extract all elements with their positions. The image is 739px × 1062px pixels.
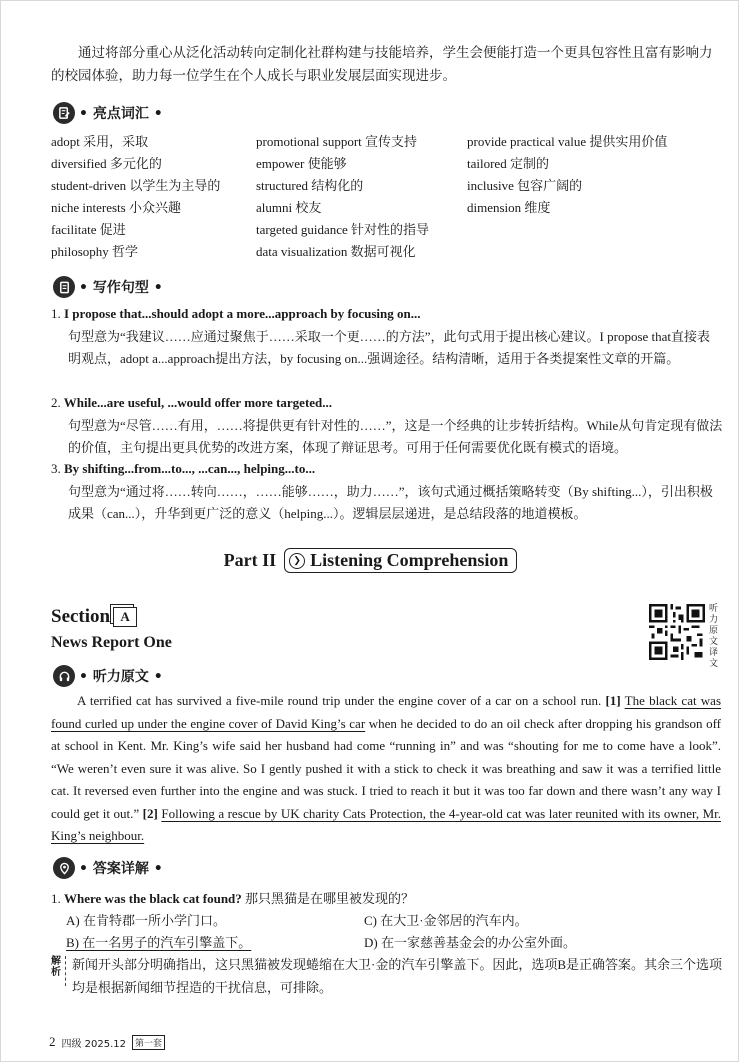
headphones-icon	[53, 665, 75, 687]
marker-1: [1]	[605, 693, 621, 708]
pattern-number: 1.	[51, 306, 61, 321]
vocab-item: promotional support 宣传支持	[256, 134, 418, 149]
passage-text: A terrified cat has survived a five-mile round trip under the engine cover of a car on a school run.	[77, 693, 606, 708]
qr-label: 听力原文译文	[709, 604, 719, 669]
section-letter: A	[113, 607, 137, 627]
pattern-text: While...are useful, ...would offer more targeted...	[63, 395, 333, 410]
listening-passage	[51, 690, 721, 848]
vocab-item: tailored 定制的	[467, 156, 549, 171]
vocab-item: alumni 校友	[256, 200, 322, 215]
pattern-number: 2.	[51, 395, 61, 410]
pattern-number: 3.	[51, 461, 61, 476]
pattern-explanation: 句型意为“尽管……有用，……将提供更有针对性的……”，这是一个经典的让步转折结构。While从句肯定现有做法的价值，主句提出更具优势的改进方案，体现了辩证思考。可用于任何需要优化既有模式的语境。	[68, 417, 723, 455]
vocab-item: data visualization 数据可视化	[256, 244, 416, 259]
footer	[49, 1034, 165, 1050]
vocab-item: inclusive 包容广阔的	[467, 178, 583, 193]
listening-header	[53, 665, 163, 687]
option-a: A) 在肯特郡一所小学门口。	[66, 913, 226, 928]
vocab-item: facilitate 促进	[51, 222, 126, 237]
question-1	[51, 888, 721, 910]
answers-title: • 答案详解 •	[79, 861, 163, 877]
pattern-explanation: 句型意为“通过将……转向……，……能够……，助力……”，该句式通过概括策略转变（By shifting...），引出积极成果（can...），升华到更广泛的意义（helping...）。逻辑层层递进，是总结段落的地道模板。	[68, 483, 713, 521]
vocab-item: targeted guidance 针对性的指导	[256, 222, 430, 237]
vocab-item: empower 使能够	[256, 156, 347, 171]
underlined-sentence-1: The black cat was found curled up under the engine cover of David King’s car	[51, 693, 722, 731]
pattern-text: I propose that...should adopt a more...approach by focusing on...	[64, 306, 421, 321]
section-word: Section	[51, 606, 111, 627]
passage-text: when he decided to do an oil check after dropping his grandson off at school in Kent. Mr. King’s wife said her husband had come “running in” and was “shouting for me to come have a look”. “We weren’t even sure it was alive. So I gently pushed it with a stick to check it was breathing and saw it was a terrified little cat. It reversed even further into the engine and was stuck. I tried to reach it but it was too far down and there wasn’t any way I could get it out.”	[51, 715, 721, 821]
edition-label: 四级 2025.12	[61, 1038, 127, 1050]
chevron-right-icon: ❯	[289, 553, 305, 569]
sentence-pattern-1	[51, 303, 723, 371]
issue-label: 第一套	[132, 1035, 165, 1050]
vocab-grid	[51, 131, 731, 263]
analysis	[51, 954, 723, 999]
analysis-text: 新闻开头部分明确指出，这只黑猫被发现蜷缩在大卫·金的汽车引擎盖下。因此，选项B是正确答案。其余三个选项均是根据新闻细节捏造的干扰信息，可排除。	[72, 957, 723, 995]
question-translation: 那只黑猫是在哪里被发现的？	[241, 891, 415, 906]
answers-header	[53, 857, 163, 879]
vocab-item	[467, 219, 717, 241]
part-name: Listening Comprehension	[310, 550, 509, 570]
vocab-item: dimension 维度	[467, 200, 551, 215]
option-d: D) 在一家慈善基金会的办公室外面。	[364, 935, 576, 950]
listening-title: • 听力原文 •	[79, 669, 163, 685]
vocab-item: diversified 多元化的	[51, 156, 162, 171]
news-title: News Report One	[51, 634, 172, 651]
underlined-sentence-2: Following a rescue by UK charity Cats Protection, the 4-year-old cat was later reunited with its owner, Mr. King’s neighbour.	[51, 805, 721, 843]
pattern-explanation: 句型意为“我建议……应通过聚焦于……采取一个更……的方法”，此句式用于提出核心建议。I propose that直接表明观点，adopt a...approach提出方法，by focusing on...强调途径。结构清晰，适用于各类提案性文章的开篇。	[68, 328, 711, 366]
highlights-header	[53, 102, 163, 124]
vocab-item: philosophy 哲学	[51, 244, 139, 259]
option-b-correct: B) 在一名男子的汽车引擎盖下。	[66, 935, 252, 950]
notebook-icon	[53, 276, 75, 298]
option-c: C) 在大卫·金邻居的汽车内。	[364, 913, 528, 928]
highlights-title: • 亮点词汇 •	[79, 106, 163, 122]
intro-paragraph: 通过将部分重心从泛化活动转向定制化社群构建与技能培养，学生会便能打造一个更具包容性且富有影响力的校园体验，助力每一位学生在个人成长与职业发展层面实现进步。	[51, 45, 713, 83]
vocab-item: niche interests 小众兴趣	[51, 200, 181, 215]
vocab-item: provide practical value 提供实用价值	[467, 134, 668, 149]
vocab-item: structured 结构化的	[256, 178, 364, 193]
part-title	[1, 548, 739, 573]
sentences-title: • 写作句型 •	[79, 280, 163, 296]
qr-code-icon[interactable]	[649, 604, 705, 660]
section-heading	[51, 606, 137, 628]
page-number: 2	[49, 1034, 56, 1049]
analysis-tag: 解析	[51, 956, 66, 986]
sentence-pattern-2	[51, 392, 723, 460]
document-pen-icon	[53, 102, 75, 124]
sentence-pattern-3	[51, 458, 723, 526]
options	[66, 910, 666, 954]
marker-2: [2]	[142, 805, 158, 821]
part-label: Part II	[223, 550, 277, 570]
vocab-item: student-driven 以学生为主导的	[51, 178, 221, 193]
sentences-header	[53, 276, 163, 298]
vocab-item	[467, 241, 717, 263]
location-pin-icon	[53, 857, 75, 879]
question-number: 1.	[51, 891, 61, 906]
question-stem: Where was the black cat found?	[64, 891, 242, 906]
part-name-box	[284, 548, 517, 573]
vocab-item: adopt 采用，采取	[51, 134, 149, 149]
pattern-text: By shifting...from...to..., ...can..., helping...to...	[64, 461, 316, 476]
